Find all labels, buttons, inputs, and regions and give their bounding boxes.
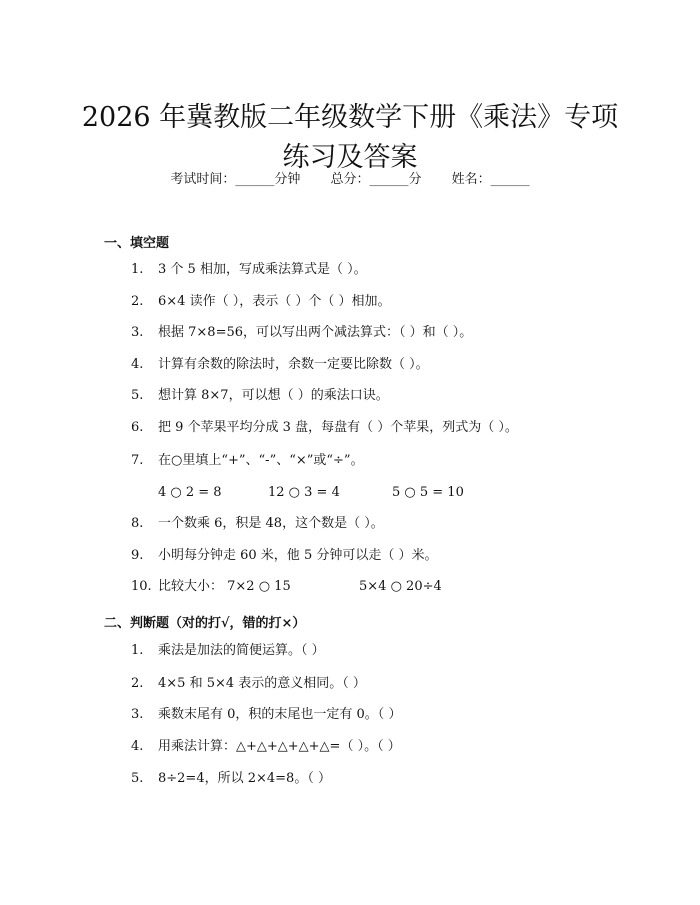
page-title — [60, 98, 640, 178]
item-text: 想计算 8×7，可以想（ ）的乘法口诀。 — [158, 388, 389, 403]
item-number: 10. — [131, 579, 152, 594]
item-text: 4×5 和 5×4 表示的意义相同。（ ） — [158, 676, 366, 691]
list-item — [131, 578, 291, 596]
list-item — [131, 324, 472, 342]
item-number: 9. — [131, 548, 144, 563]
section-fill-blank-title: 一、填空题 — [104, 236, 170, 251]
list-item — [131, 356, 429, 374]
list-item — [131, 738, 401, 756]
total-score-field — [330, 168, 421, 187]
exam-time-blank: ______ — [235, 172, 275, 187]
item-text: 根据 7×8=56，可以写出两个减法算式：（ ）和（ ）。 — [158, 325, 473, 340]
item-number: 3. — [131, 707, 144, 722]
operator-expression: 12 ○ 3 = 4 — [268, 485, 340, 500]
item-text: 把 9 个苹果平均分成 3 盘，每盘有（ ）个苹果，列式为（ ）。 — [158, 420, 518, 435]
item-number: 8. — [131, 516, 144, 531]
section-true-false-title: 二、判断题（对的打√，错的打×） — [104, 616, 306, 631]
item-text: 6×4 读作（ ），表示（ ）个（ ）相加。 — [158, 294, 391, 309]
list-item — [131, 642, 325, 660]
item-text: 小明每分钟走 60 米，他 5 分钟可以走（ ）米。 — [158, 548, 438, 563]
list-item — [131, 452, 364, 470]
student-name-field — [452, 168, 530, 187]
exam-info-row — [0, 168, 700, 187]
item-text: 乘法是加法的简便运算。（ ） — [158, 643, 325, 658]
list-item — [131, 293, 390, 311]
item-number: 5. — [131, 771, 144, 786]
item-number: 6. — [131, 420, 144, 435]
item-number: 3. — [131, 325, 144, 340]
exam-time-field — [170, 168, 300, 187]
student-name-blank: ______ — [490, 172, 530, 187]
operator-expression: 5 ○ 5 = 10 — [392, 485, 464, 500]
operator-expression: 4 ○ 2 = 8 — [158, 485, 222, 500]
item-text: 在○里填上“+”、“-”、“×”或“÷”。 — [158, 453, 364, 468]
item-number: 4. — [131, 357, 144, 372]
item-text: 一个数乘 6，积是 48，这个数是（ ）。 — [158, 516, 384, 531]
list-item — [131, 515, 384, 533]
list-item — [131, 770, 331, 788]
list-item — [131, 675, 366, 693]
total-score-label: 总分： — [330, 172, 370, 187]
item-text: 8÷2=4，所以 2×4=8。（ ） — [158, 771, 331, 786]
title-line-1: 2026 年冀教版二年级数学下册《乘法》专项 — [81, 102, 619, 134]
item-number: 2. — [131, 294, 144, 309]
item-text: 用乘法计算：△+△+△+△+△=（ ）。（ ） — [158, 739, 401, 754]
item-number: 5. — [131, 388, 144, 403]
exam-time-label: 考试时间： — [170, 172, 236, 187]
item-number: 2. — [131, 676, 144, 691]
title-line-2: 练习及答案 — [282, 142, 418, 174]
exam-time-unit: 分钟 — [274, 172, 301, 187]
item-number: 1. — [131, 643, 144, 658]
total-score-unit: 分 — [408, 172, 422, 187]
item-text: 计算有余数的除法时，余数一定要比除数（ ）。 — [158, 357, 429, 372]
item-text: 3 个 5 相加，写成乘法算式是（ ）。 — [158, 262, 367, 277]
item-number: 7. — [131, 453, 144, 468]
student-name-label: 姓名： — [451, 172, 491, 187]
item-number: 1. — [131, 262, 144, 277]
list-item — [131, 261, 367, 279]
compare-expression: 5×4 ○ 20÷4 — [359, 579, 442, 594]
total-score-blank: ______ — [369, 172, 409, 187]
list-item — [131, 419, 518, 437]
list-item — [131, 387, 389, 405]
list-item — [131, 547, 437, 565]
list-item — [131, 706, 401, 724]
item-text: 比较大小： 7×2 ○ 15 — [158, 579, 291, 594]
item-number: 4. — [131, 739, 144, 754]
item-text: 乘数末尾有 0，积的末尾也一定有 0。（ ） — [158, 707, 402, 722]
